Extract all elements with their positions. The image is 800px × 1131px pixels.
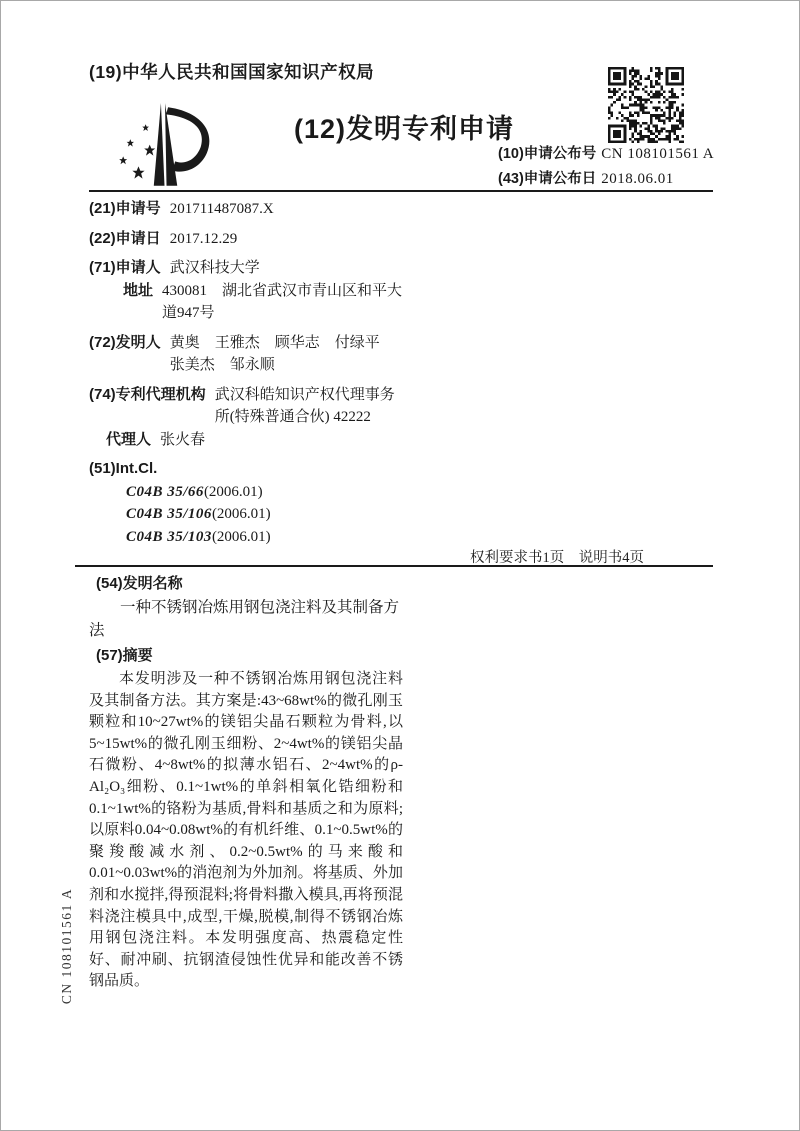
publication-info (498, 142, 713, 192)
applicant-value: 武汉科技大学 (169, 260, 260, 276)
intcl-entry (126, 526, 403, 549)
application-date-label: (22)申请日 (89, 229, 161, 247)
intcl-code: C04B 35/106 (126, 506, 212, 522)
publication-date-row (498, 167, 713, 192)
cnipa-logo-icon (114, 100, 216, 190)
section-divider (75, 565, 713, 567)
agency-row (89, 384, 403, 429)
address-label: 地址 (123, 281, 154, 299)
intcl-entry (126, 503, 403, 526)
title-abstract-section (89, 573, 403, 993)
agency-label: (74)专利代理机构 (89, 385, 206, 403)
intcl-row (89, 458, 403, 481)
publication-date-value: 2018.06.01 (601, 171, 674, 187)
intcl-code: C04B 35/66 (126, 483, 204, 500)
intcl-version: (2006.01) (211, 506, 271, 522)
application-number-value: 201711487087.X (169, 201, 274, 217)
address-value: 430081 湖北省武汉市青山区和平大道947号 (162, 282, 403, 321)
inventors-row (89, 332, 403, 377)
qr-code-icon (608, 67, 684, 143)
invention-title-text: 一种不锈钢冶炼用钢包浇注料及其制备方法 (89, 599, 400, 639)
agent-label: 代理人 (106, 430, 152, 448)
applicant-label: (71)申请人 (89, 259, 161, 276)
inventors-label: (72)发明人 (89, 333, 161, 351)
intcl-list (89, 481, 403, 549)
invention-title-label: (54)发明名称 (96, 575, 183, 592)
publication-number-row (498, 142, 713, 167)
document-type-title: (12)发明专利申请 (294, 114, 515, 144)
abstract-label: (57)摘要 (96, 647, 153, 664)
intcl-code: C04B 35/103 (126, 528, 212, 545)
application-date-value: 2017.12.29 (169, 230, 238, 247)
inventors-value: 黄奥 王雅杰 顾华志 付绿平 张美杰 邹永顺 (169, 334, 395, 373)
agency-value: 武汉科皓知识产权代理事务所(特殊普通合伙) 42222 (214, 386, 395, 425)
vertical-publication-number: CN 108101561 A (59, 887, 74, 1005)
intcl-entry (126, 481, 403, 504)
pages-count-info: 权利要求书1页 说明书4页 (470, 550, 644, 566)
header-divider (89, 190, 713, 192)
agent-value: 张火春 (160, 431, 206, 448)
intcl-label: (51)Int.Cl. (89, 460, 158, 477)
publication-number-value: CN 108101561 A (601, 146, 715, 162)
intcl-version: (2006.01) (203, 483, 263, 500)
publication-date-label: (43)申请公布日 (498, 171, 597, 187)
agent-row (89, 429, 403, 452)
publication-number-label: (10)申请公布号 (498, 146, 597, 162)
applicant-row (89, 257, 403, 280)
address-row (89, 280, 403, 325)
application-number-row (89, 198, 403, 221)
bibliographic-info (89, 198, 403, 548)
application-date-row (89, 228, 403, 251)
intcl-version: (2006.01) (211, 528, 271, 545)
patent-office-name: (19)中华人民共和国国家知识产权局 (89, 62, 375, 82)
abstract-text: 本发明涉及一种不锈钢冶炼用钢包浇注料及其制备方法。其方案是:43~68wt%的微孔刚玉颗粒和10~27wt%的镁铝尖晶石颗粒为骨料,以5~15wt%的微孔刚玉细粉、2~4wt%的镁铝尖晶石微粉、4~8wt%的拟薄水铝石、2~4wt%的ρ-Al₂O₃细粉、0.1~1wt%的单斜相氧化锆细粉和0.1~1wt%的铬粉为基质,骨料和基质之和为原料;以原料0.04~0.08wt%的有机纤维、0.1~0.5wt%的聚羧酸减水剂、0.2~0.5wt%的马来酸和0.01~0.03wt%的消泡剂为外加剂。将基质、外加剂和水搅拌,得预混料;将骨料撒入模具,再将预混料浇注模具中,成型,干燥,脱模,制得不锈钢冶炼用钢包浇注料。本发明强度高、热震稳定性好、耐冲刷、抗钢渣侵蚀性优异和能改善不锈钢品质。 (89, 671, 403, 990)
application-number-label: (21)申请号 (89, 200, 161, 217)
